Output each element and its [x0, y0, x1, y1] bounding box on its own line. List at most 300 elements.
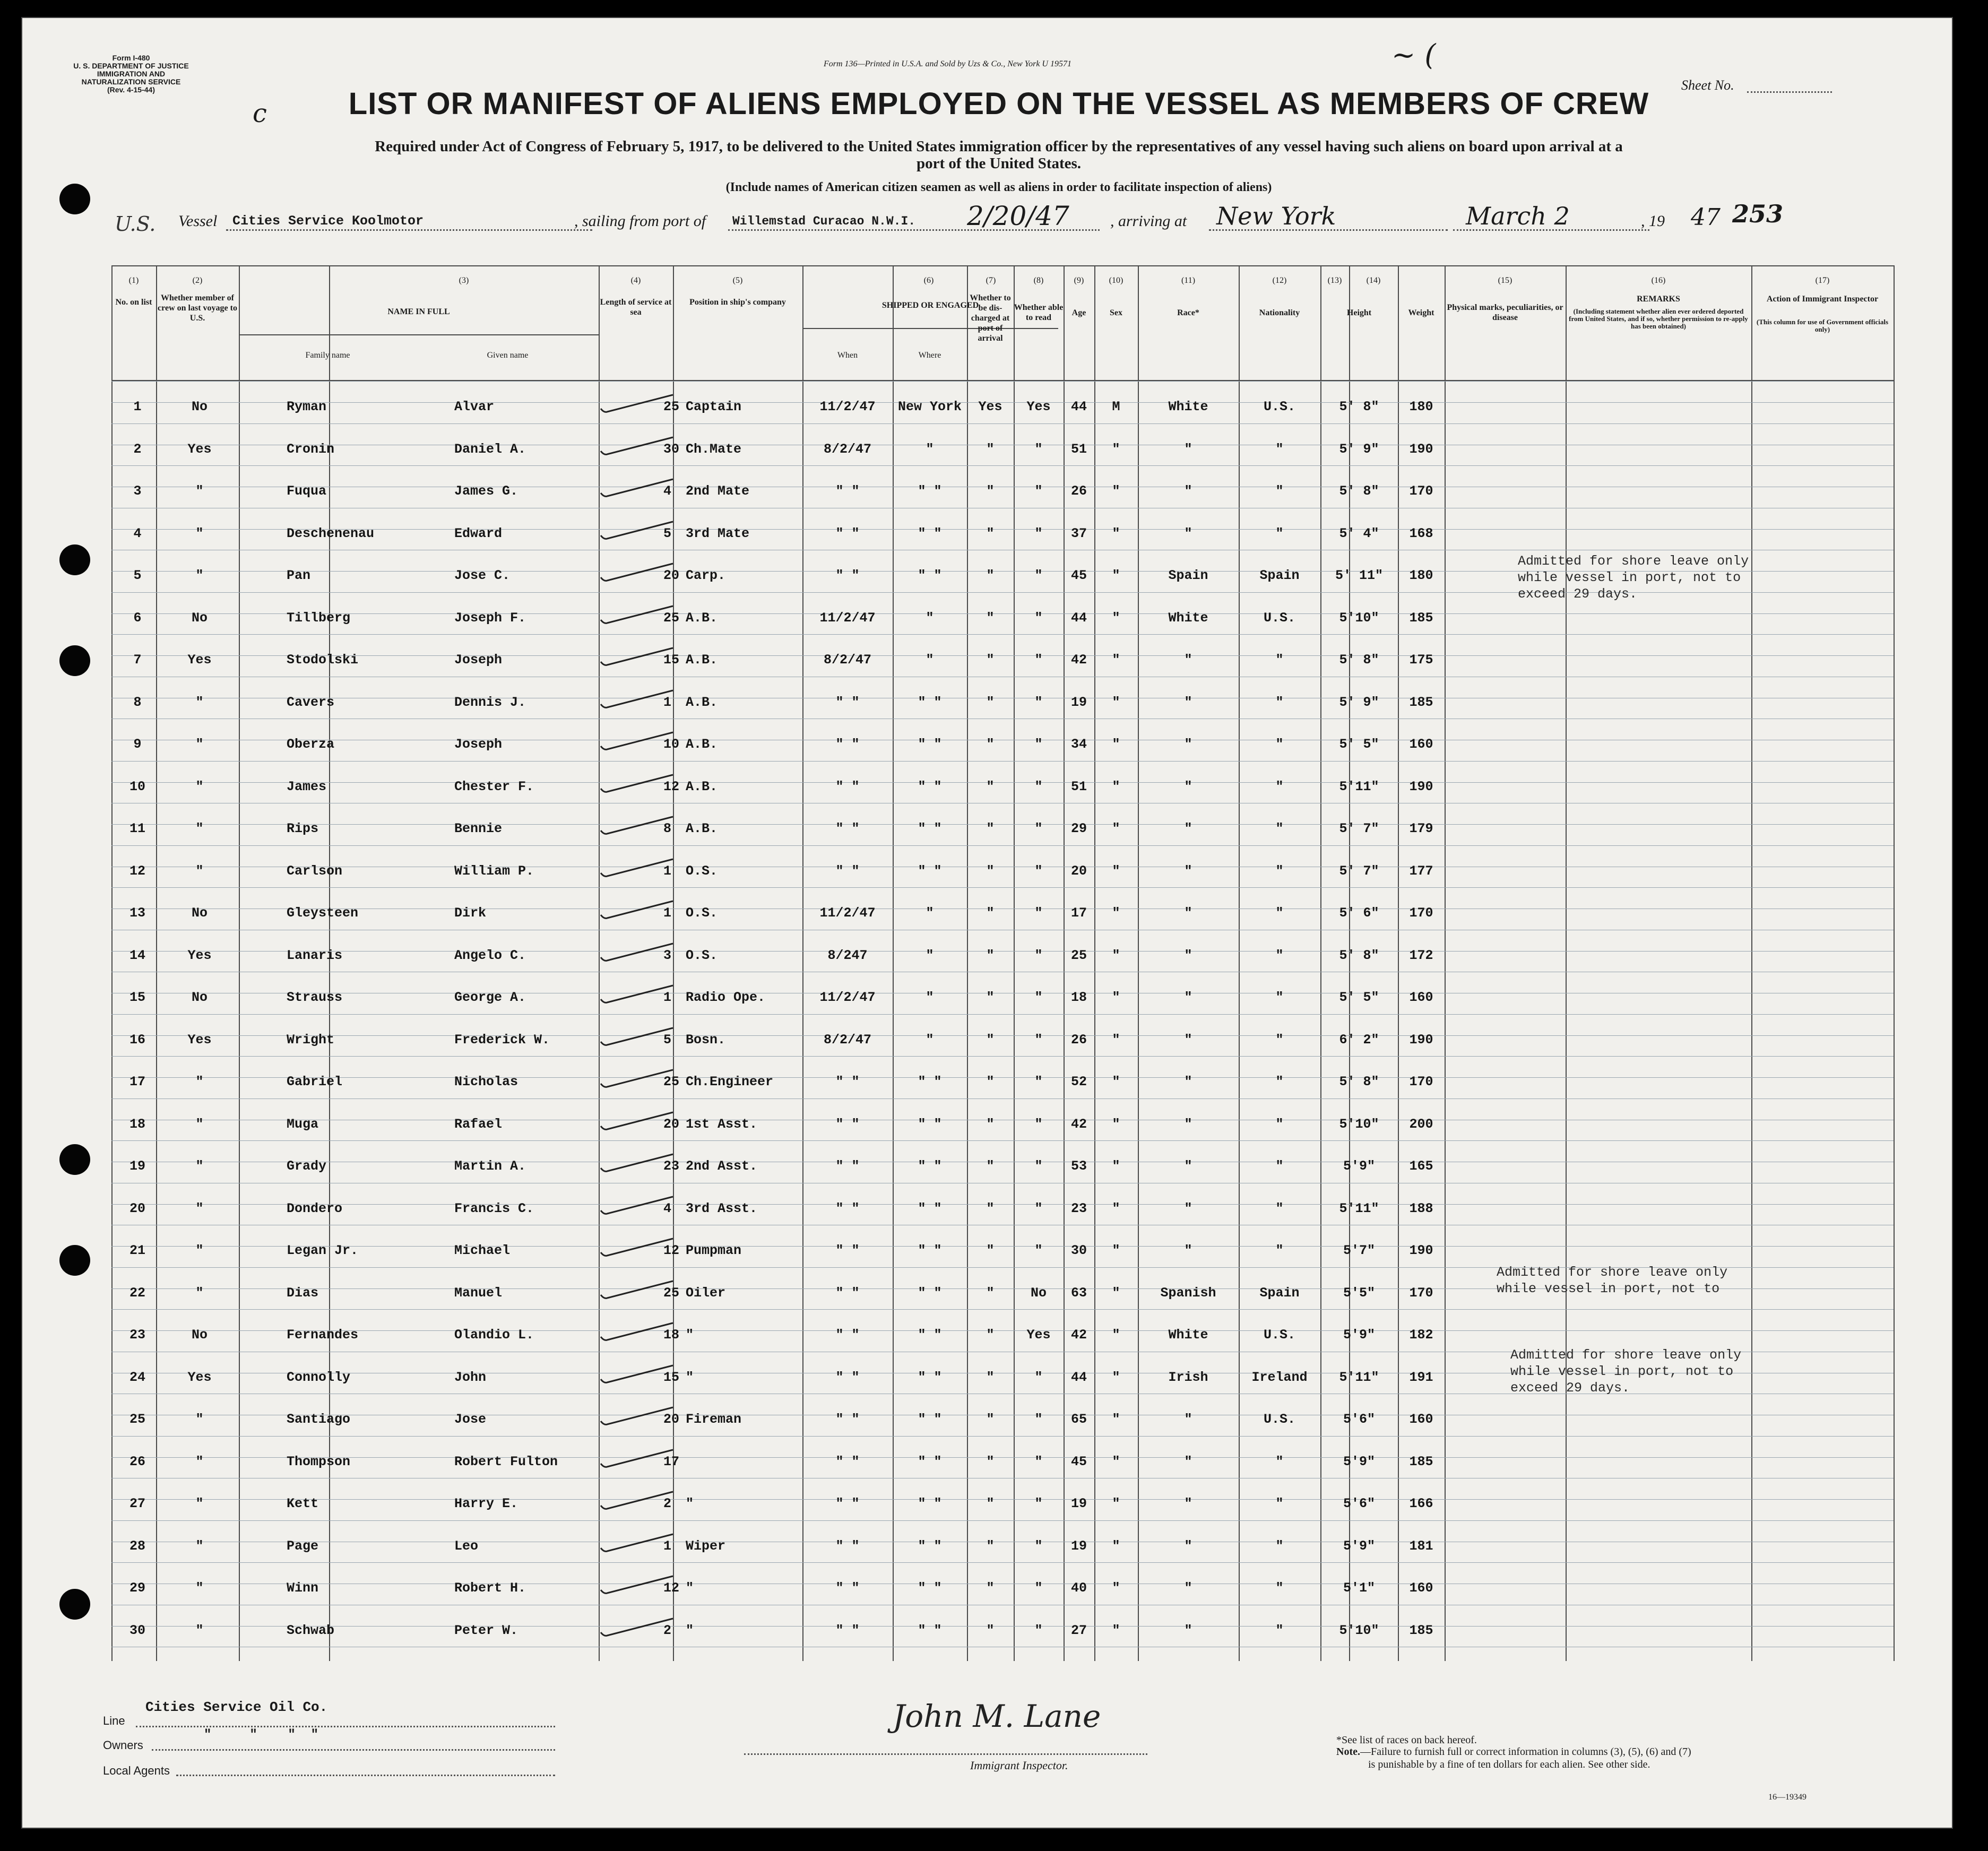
cell-age: 51: [1070, 779, 1087, 794]
cell-position: ": [686, 1496, 694, 1511]
cell-nat: ": [1275, 1158, 1284, 1174]
table-row: [111, 1117, 1894, 1136]
cell-where: " ": [918, 1117, 942, 1132]
cell-sex: ": [1112, 695, 1120, 710]
cell-no: 21: [129, 1243, 145, 1258]
cell-member: ": [195, 1454, 204, 1469]
checkmark-icon: [599, 393, 678, 416]
cell-disch: Yes: [978, 399, 1002, 414]
cell-given: Francis C.: [454, 1201, 534, 1216]
row-rule: [111, 1014, 1894, 1015]
cell-age: 34: [1070, 737, 1087, 752]
cell-where: ": [926, 1032, 934, 1048]
cell-position: A.B.: [686, 821, 718, 836]
column-number: (8): [1033, 276, 1044, 285]
owners-label: Owners: [103, 1738, 143, 1752]
column-header-family-name: Family name: [305, 351, 350, 360]
cell-sex: ": [1112, 863, 1120, 879]
year-prefix: , 19: [1641, 212, 1665, 230]
cell-height: 5' 11": [1335, 568, 1383, 583]
cell-race: ": [1184, 1158, 1192, 1174]
cell-age: 37: [1070, 526, 1087, 541]
column-header-when: When: [837, 351, 858, 360]
cell-when: " ": [835, 779, 860, 794]
cell-disch: ": [986, 483, 995, 499]
cell-length: 1: [663, 990, 672, 1005]
cell-height: 5' 9": [1339, 695, 1379, 710]
checkmark-icon: [599, 435, 678, 459]
checkmark-icon: [599, 730, 678, 754]
row-rule: [111, 1140, 1894, 1141]
cell-weight: 160: [1409, 1580, 1433, 1596]
cell-weight: 166: [1409, 1496, 1433, 1511]
cell-no: 28: [129, 1538, 145, 1554]
cell-height: 5' 5": [1339, 737, 1379, 752]
cell-family: Strauss: [287, 990, 343, 1005]
cell-member: Yes: [187, 442, 212, 457]
cell-given: James G.: [454, 483, 518, 499]
cell-given: Olandio L.: [454, 1327, 534, 1343]
cell-position: Ch.Mate: [686, 442, 742, 457]
cell-when: " ": [835, 483, 860, 499]
cell-nat: ": [1275, 442, 1284, 457]
cell-disch: ": [986, 568, 995, 583]
cell-where: " ": [918, 695, 942, 710]
cell-no: 4: [133, 526, 142, 541]
cell-position: 3rd Mate: [686, 526, 750, 541]
cell-member: ": [195, 1285, 204, 1301]
cell-weight: 200: [1409, 1117, 1433, 1132]
cell-sex: ": [1112, 1201, 1120, 1216]
cell-where: New York: [897, 399, 962, 414]
cell-height: 5' 7": [1339, 821, 1379, 836]
cell-given: Robert H.: [454, 1580, 526, 1596]
cell-where: " ": [918, 1623, 942, 1638]
table-row: [111, 442, 1894, 461]
cell-when: " ": [835, 568, 860, 583]
cell-where: " ": [918, 1285, 942, 1301]
cell-weight: 188: [1409, 1201, 1433, 1216]
cell-no: 6: [133, 610, 142, 626]
cell-disch: ": [986, 1285, 995, 1301]
cell-where: " ": [918, 1243, 942, 1258]
subheader-rule: [239, 334, 599, 335]
cell-age: 19: [1070, 1538, 1087, 1554]
cell-weight: 170: [1409, 1074, 1433, 1089]
cell-family: Wright: [287, 1032, 335, 1048]
cell-length: 5: [663, 526, 672, 541]
cell-length: 8: [663, 821, 672, 836]
table-row: [111, 652, 1894, 671]
cell-family: Winn: [287, 1580, 319, 1596]
subheader-rule: [802, 328, 1058, 329]
corner-marks: ~ (: [1391, 38, 1436, 72]
cell-race: ": [1184, 1623, 1192, 1638]
cell-age: 18: [1070, 990, 1087, 1005]
cell-position: Carp.: [686, 568, 726, 583]
cell-position: O.S.: [686, 905, 718, 921]
cell-family: Thompson: [287, 1454, 351, 1469]
cell-race: ": [1184, 737, 1192, 752]
cell-family: Legan Jr.: [287, 1243, 359, 1258]
cell-when: " ": [835, 737, 860, 752]
cell-position: A.B.: [686, 652, 718, 668]
cell-position: A.B.: [686, 737, 718, 752]
cell-age: 53: [1070, 1158, 1087, 1174]
cell-age: 44: [1070, 399, 1087, 414]
row-rule: [111, 1436, 1894, 1437]
cell-family: Stodolski: [287, 652, 359, 668]
cell-when: " ": [835, 863, 860, 879]
cell-race: ": [1184, 652, 1192, 668]
cell-age: 40: [1070, 1580, 1087, 1596]
cell-age: 65: [1070, 1412, 1087, 1427]
cell-family: Gleysteen: [287, 905, 359, 921]
row-rule: [111, 634, 1894, 635]
cell-where: " ": [918, 1580, 942, 1596]
checkmark-icon: [599, 1068, 678, 1091]
cell-given: Angelo C.: [454, 948, 526, 963]
cell-position: 3rd Asst.: [686, 1201, 758, 1216]
cell-read: ": [1034, 1412, 1043, 1427]
row-rule: [111, 1562, 1894, 1563]
table-row: [111, 779, 1894, 798]
cell-when: 11/2/47: [819, 610, 876, 626]
cell-given: Edward: [454, 526, 503, 541]
cell-weight: 160: [1409, 1412, 1433, 1427]
cell-length: 4: [663, 483, 672, 499]
cell-height: 5'10": [1339, 610, 1379, 626]
cell-member: No: [191, 905, 208, 921]
cell-no: 3: [133, 483, 142, 499]
cell-height: 5'5": [1343, 1285, 1375, 1301]
cell-age: 63: [1070, 1285, 1087, 1301]
cell-length: 5: [663, 1032, 672, 1048]
cell-height: 6' 2": [1339, 1032, 1379, 1048]
cell-age: 17: [1070, 905, 1087, 921]
checkmark-icon: [599, 520, 678, 543]
cell-length: 30: [663, 442, 680, 457]
column-header-member: Whether member of crew on last voyage to U.S.: [158, 293, 237, 323]
cell-length: 4: [663, 1201, 672, 1216]
cell-length: 17: [663, 1454, 680, 1469]
cell-disch: ": [986, 1117, 995, 1132]
cell-weight: 168: [1409, 526, 1433, 541]
cell-race: ": [1184, 695, 1192, 710]
cell-member: ": [195, 1580, 204, 1596]
cell-sex: ": [1112, 1285, 1120, 1301]
cell-when: " ": [835, 1243, 860, 1258]
cell-disch: ": [986, 905, 995, 921]
remark-block-2: Admitted for shore leave only while vessel in port, not to: [1497, 1265, 1728, 1296]
cell-sex: ": [1112, 1243, 1120, 1258]
cell-sex: ": [1112, 737, 1120, 752]
checkmark-icon: [599, 815, 678, 838]
punch-hole: [59, 544, 90, 575]
cell-no: 23: [129, 1327, 145, 1343]
column-header-physical: Physical marks, peculiarities, or disease: [1447, 303, 1563, 322]
cell-age: 20: [1070, 863, 1087, 879]
cell-read: ": [1034, 1454, 1043, 1469]
cell-read: ": [1034, 1074, 1043, 1089]
cell-disch: ": [986, 737, 995, 752]
table-row: [111, 1412, 1894, 1431]
checkmark-icon: [599, 899, 678, 922]
cell-position: ": [686, 1580, 694, 1596]
cell-nat: ": [1275, 1201, 1284, 1216]
cell-position: Ch.Engineer: [686, 1074, 774, 1089]
cell-age: 30: [1070, 1243, 1087, 1258]
cell-given: Joseph: [454, 737, 503, 752]
cell-when: 11/2/47: [819, 399, 876, 414]
cell-where: " ": [918, 483, 942, 499]
sailing-date: 2/20/47: [967, 201, 1069, 231]
table-row: [111, 1201, 1894, 1220]
cell-nat: ": [1275, 737, 1284, 752]
cell-sex: ": [1112, 442, 1120, 457]
cell-sex: ": [1112, 526, 1120, 541]
cell-length: 15: [663, 1370, 680, 1385]
cell-when: " ": [835, 695, 860, 710]
column-number: (17): [1815, 276, 1830, 285]
cell-height: 5'11": [1339, 779, 1379, 794]
cell-when: " ": [835, 1201, 860, 1216]
checkmark-icon: [599, 773, 678, 796]
cell-when: " ": [835, 1158, 860, 1174]
cell-length: 25: [663, 399, 680, 414]
form-code: 16—19349: [1768, 1793, 1807, 1802]
cell-race: ": [1184, 1454, 1192, 1469]
cell-where: ": [926, 652, 934, 668]
checkmark-icon: [599, 561, 678, 585]
cell-family: Rips: [287, 821, 319, 836]
cell-member: No: [191, 610, 208, 626]
cell-height: 5'10": [1339, 1623, 1379, 1638]
cell-when: " ": [835, 1580, 860, 1596]
table-row: [111, 610, 1894, 629]
cell-sex: ": [1112, 1580, 1120, 1596]
checkmark-icon: [599, 1363, 678, 1387]
checkmark-icon: [599, 983, 678, 1007]
cell-nat: ": [1275, 483, 1284, 499]
vessel-label: Vessel: [178, 212, 218, 230]
cell-no: 8: [133, 695, 142, 710]
cell-given: Alvar: [454, 399, 495, 414]
cell-when: " ": [835, 1074, 860, 1089]
cell-age: 51: [1070, 442, 1087, 457]
cell-member: ": [195, 821, 204, 836]
cell-read: ": [1034, 483, 1043, 499]
cell-where: " ": [918, 1327, 942, 1343]
cell-sex: ": [1112, 1158, 1120, 1174]
cell-height: 5' 8": [1339, 652, 1379, 668]
column-number: (7): [986, 276, 996, 285]
cell-race: ": [1184, 526, 1192, 541]
cell-position: Wiper: [686, 1538, 726, 1554]
inspector-signature: John M. Lane: [893, 1698, 1101, 1734]
cell-read: ": [1034, 610, 1043, 626]
sailing-port: Willemstad Curacao N.W.I.: [732, 214, 916, 228]
cell-length: 23: [663, 1158, 680, 1174]
cell-when: " ": [835, 1454, 860, 1469]
cell-weight: 170: [1409, 1285, 1433, 1301]
cell-family: Santiago: [287, 1412, 351, 1427]
cell-read: No: [1030, 1285, 1047, 1301]
cell-disch: ": [986, 1496, 995, 1511]
cell-read: ": [1034, 1201, 1043, 1216]
cell-nat: U.S.: [1263, 1327, 1295, 1343]
column-header-action-title: Action of Immigrant Inspector: [1766, 295, 1879, 304]
cell-position: 2nd Asst.: [686, 1158, 758, 1174]
cell-race: ": [1184, 442, 1192, 457]
column-header-no: No. on list: [115, 298, 152, 307]
cell-member: ": [195, 737, 204, 752]
cell-family: Schwab: [287, 1623, 335, 1638]
punch-hole: [59, 645, 90, 676]
cell-disch: ": [986, 1032, 995, 1048]
cell-length: 25: [663, 1285, 680, 1301]
fine-note: [1336, 1746, 1691, 1758]
cell-disch: ": [986, 1538, 995, 1554]
table-row: [111, 1454, 1894, 1473]
column-number: (3): [459, 276, 469, 285]
remark-block-1: Admitted for shore leave only while vessel in port, not to exceed 29 days.: [1518, 553, 1749, 602]
cell-age: 44: [1070, 610, 1087, 626]
column-header-name-in-full: NAME IN FULL: [387, 307, 450, 316]
cell-sex: ": [1112, 990, 1120, 1005]
cell-given: George A.: [454, 990, 526, 1005]
column-header-height: Height: [1346, 308, 1372, 317]
inspector-label: Immigrant Inspector.: [970, 1759, 1068, 1772]
cell-family: Fernandes: [287, 1327, 359, 1343]
cell-disch: ": [986, 652, 995, 668]
cell-family: Fuqua: [287, 483, 327, 499]
cell-disch: ": [986, 1074, 995, 1089]
cell-member: ": [195, 568, 204, 583]
cell-sex: ": [1112, 1327, 1120, 1343]
agents-rule: [176, 1775, 555, 1776]
cell-where: " ": [918, 1412, 942, 1427]
cell-nat: Ireland: [1251, 1370, 1308, 1385]
cell-height: 5' 8": [1339, 399, 1379, 414]
cell-height: 5'11": [1339, 1201, 1379, 1216]
cell-family: Dias: [287, 1285, 319, 1301]
cell-member: ": [195, 695, 204, 710]
column-header-race: Race*: [1177, 308, 1199, 317]
column-header-given-name: Given name: [487, 351, 529, 360]
cell-position: Radio Ope.: [686, 990, 766, 1005]
cell-no: 12: [129, 863, 145, 879]
column-header-where: Where: [918, 351, 941, 360]
column-number: (4): [630, 276, 641, 285]
cell-given: Dirk: [454, 905, 487, 921]
row-rule: [111, 845, 1894, 846]
column-header-read: Whether able to read: [1014, 303, 1064, 322]
checkmark-icon: [599, 1490, 678, 1513]
cell-disch: ": [986, 1580, 995, 1596]
cell-given: Rafael: [454, 1117, 503, 1132]
cell-length: 10: [663, 737, 680, 752]
cell-height: 5' 7": [1339, 863, 1379, 879]
cell-age: 23: [1070, 1201, 1087, 1216]
checkmark-icon: [599, 688, 678, 712]
inspector-rule: [744, 1753, 1147, 1755]
cell-nat: ": [1275, 1243, 1284, 1258]
cell-read: ": [1034, 990, 1043, 1005]
cell-no: 13: [129, 905, 145, 921]
cell-position: O.S.: [686, 863, 718, 879]
column-header-nationality: Nationality: [1259, 308, 1300, 317]
cell-weight: 170: [1409, 483, 1433, 499]
column-number: (16): [1651, 276, 1666, 285]
cell-when: " ": [835, 1370, 860, 1385]
checkmark-icon: [599, 1574, 678, 1597]
cell-no: 10: [129, 779, 145, 794]
cell-read: ": [1034, 821, 1043, 836]
cell-where: ": [926, 905, 934, 921]
cell-weight: 175: [1409, 652, 1433, 668]
cell-no: 26: [129, 1454, 145, 1469]
cell-read: ": [1034, 1496, 1043, 1511]
cell-no: 7: [133, 652, 142, 668]
cell-length: 1: [663, 695, 672, 710]
cell-when: 11/2/47: [819, 990, 876, 1005]
column-number: (1): [128, 276, 139, 285]
checkmark-icon: [599, 477, 678, 500]
row-rule: [111, 887, 1894, 888]
checkmark-icon: [599, 1405, 678, 1429]
agency-line1: U. S. DEPARTMENT OF JUSTICE: [73, 62, 189, 70]
cell-sex: ": [1112, 779, 1120, 794]
form-revision: (Rev. 4-15-44): [107, 85, 155, 94]
cell-height: 5'11": [1339, 1370, 1379, 1385]
cell-read: ": [1034, 1117, 1043, 1132]
cell-race: ": [1184, 1538, 1192, 1554]
cell-given: Chester F.: [454, 779, 534, 794]
cell-read: ": [1034, 695, 1043, 710]
cell-weight: 180: [1409, 399, 1433, 414]
cell-height: 5'10": [1339, 1117, 1379, 1132]
column-number: (5): [732, 276, 743, 285]
cell-given: Nicholas: [454, 1074, 518, 1089]
cell-weight: 190: [1409, 1032, 1433, 1048]
arrival-date-line: [1453, 229, 1649, 231]
cell-nat: Spain: [1259, 568, 1300, 583]
checkmark-icon: [599, 1448, 678, 1471]
cell-race: ": [1184, 779, 1192, 794]
cell-family: Page: [287, 1538, 319, 1554]
cell-disch: ": [986, 779, 995, 794]
cell-read: ": [1034, 948, 1043, 963]
cell-where: " ": [918, 526, 942, 541]
cell-nat: ": [1275, 905, 1284, 921]
arriving-port: New York: [1216, 202, 1336, 230]
cell-given: Bennie: [454, 821, 503, 836]
cell-where: " ": [918, 737, 942, 752]
cell-length: 20: [663, 568, 680, 583]
cell-family: Gabriel: [287, 1074, 343, 1089]
sailing-label: , sailing from port of: [574, 212, 706, 230]
cell-height: 5' 8": [1339, 948, 1379, 963]
checkmark-icon: [599, 1236, 678, 1260]
note-text-1: —Failure to furnish full or correct information in columns (3), (5), (6) and (7): [1360, 1746, 1691, 1758]
page-title: LIST OR MANIFEST OF ALIENS EMPLOYED ON THE VESSEL AS MEMBERS OF CREW: [348, 87, 1649, 121]
cell-read: ": [1034, 568, 1043, 583]
checkmark-icon: [599, 857, 678, 880]
cell-when: " ": [835, 1496, 860, 1511]
cell-family: Cavers: [287, 695, 335, 710]
cell-nat: ": [1275, 990, 1284, 1005]
